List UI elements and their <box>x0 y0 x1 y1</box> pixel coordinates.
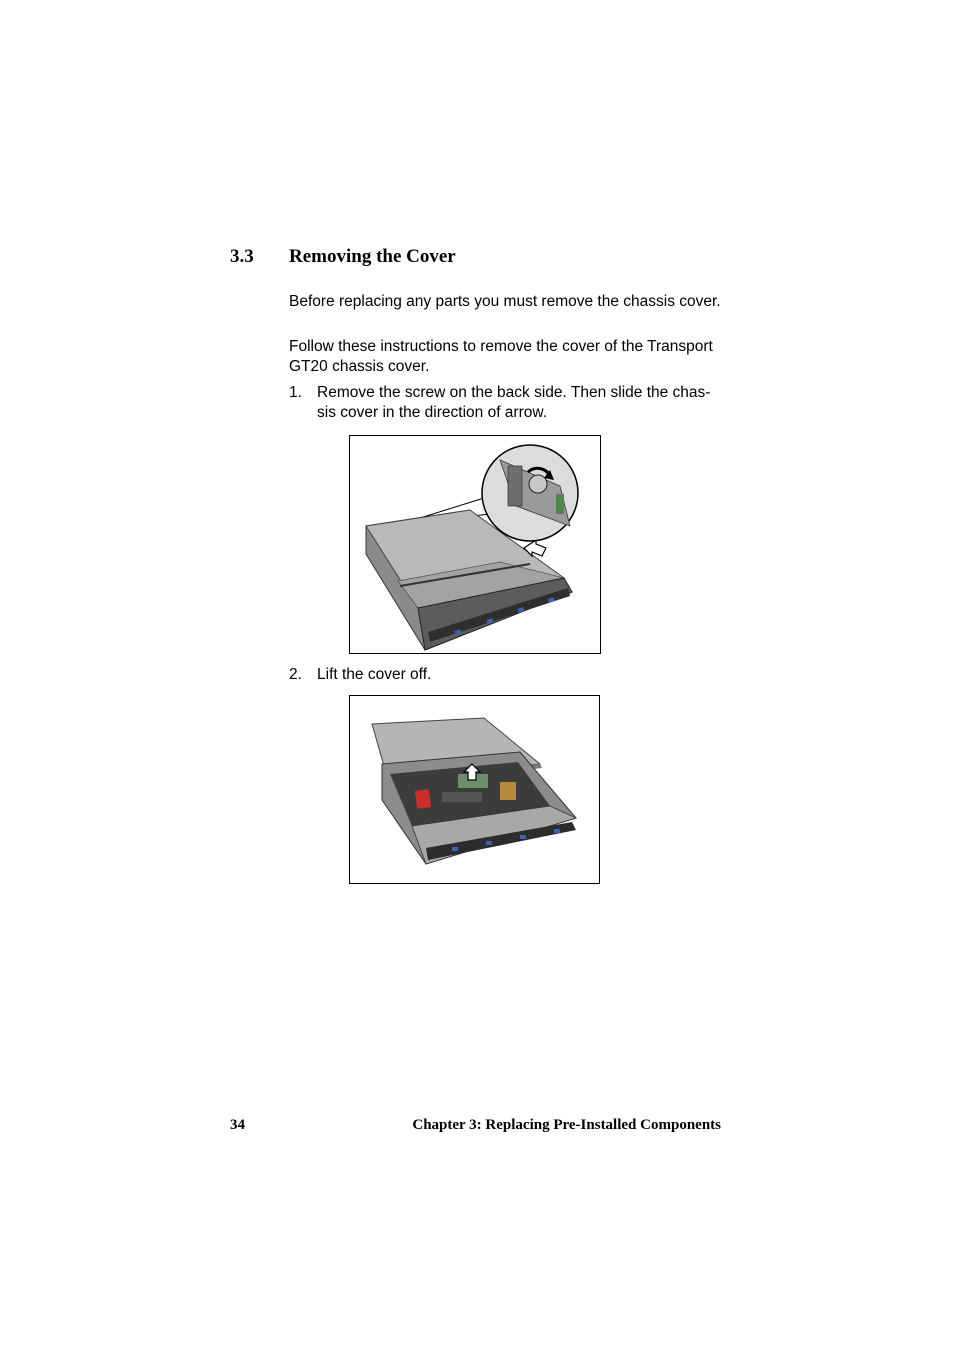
figure-lift-cover <box>349 695 600 884</box>
step-number: 1. <box>289 384 302 401</box>
step-text: Lift the cover off. <box>317 666 432 683</box>
chapter-title: Chapter 3: Replacing Pre-Installed Components <box>412 1117 721 1133</box>
page-number: 34 <box>230 1117 245 1133</box>
instructions-paragraph: Follow these instructions to remove the cover of the Transport GT20 chassis cover. <box>289 338 713 375</box>
server-open-illustration <box>350 696 599 883</box>
step-text: Remove the screw on the back side. Then slide the chas- sis cover in the direction of arrow. <box>317 384 711 421</box>
intro-paragraph: Before replacing any parts you must remove the chassis cover. <box>289 293 721 310</box>
step-number: 2. <box>289 666 302 683</box>
section-number: 3.3 <box>230 246 254 267</box>
figure-remove-screw <box>349 435 601 654</box>
section-title: Removing the Cover <box>289 246 456 267</box>
server-chassis-illustration <box>350 436 600 653</box>
